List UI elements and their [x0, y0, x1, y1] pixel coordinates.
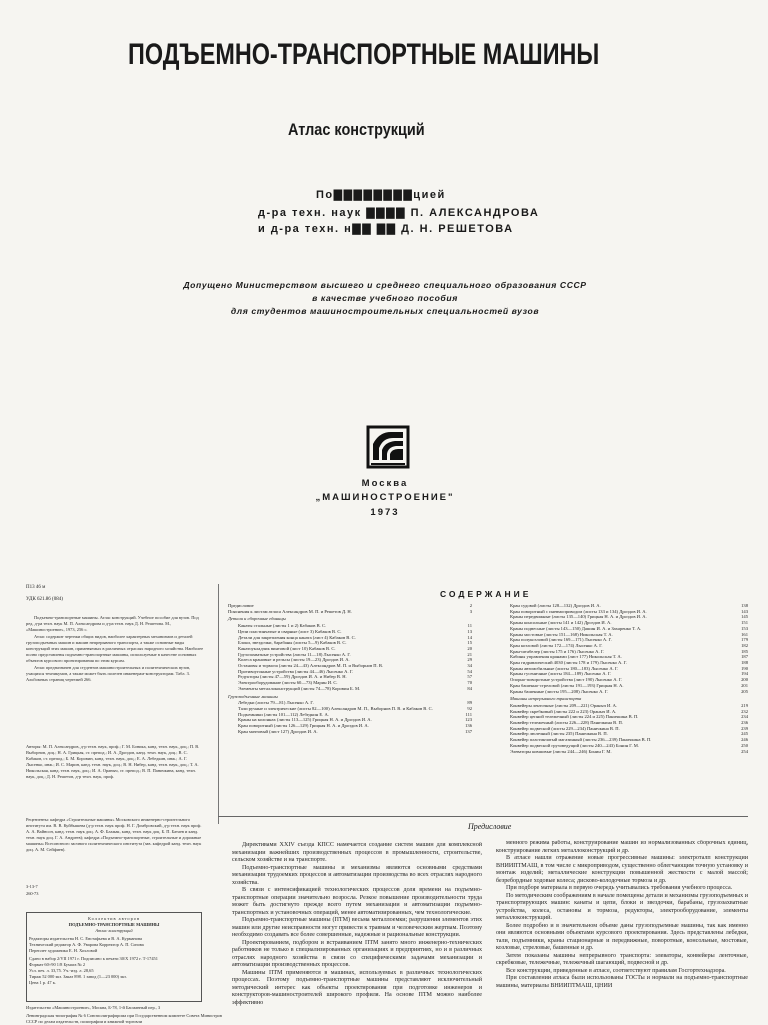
contents-entry-title: Кран козловой (листы 172—174) Лысенко А. Г. [510, 642, 603, 648]
contents-entry-title: Блоки, звездочки, барабаны (листы 5—9) Кабаков В. С. [238, 640, 347, 646]
contents-entry-page: 84 [467, 685, 472, 691]
contents-entry-title: Краны передвижные (листы 135—140) Грицкая Н. А. и Дроздов И. А. [510, 614, 647, 620]
contents-entry-page: 185 [741, 648, 748, 654]
preface-paragraph: В связи с интенсификацией технологических процессов доля времени на подъемно-транспортные операции значительно возросла. Резкое повышение производительности труда может быть достигнуто прежде всего путем механизации и автоматизации подъемно-транспортных и установочных операций, менее автоматизированных, чем технологические. [232, 887, 482, 916]
editorship-line-3: и д-ра техн. н▇▇ ▇▇ Д. Н. РЕШЕТОВА [258, 223, 514, 235]
preface-paragraph: В атласе нашли отражение новые прогрессивные машины: электроталп конструкции ВНИИПТМАШ, в том числе с микроприводом, существенно облегчающим точную установку и монтаж изделий; металлические конструкции повышенной жесткости с малой массой; безребордные ходовые колеса; дисково-колодочные тормоза и др. [496, 855, 748, 884]
contents-entry-page: 239 [741, 725, 748, 731]
contents-entry-page: 161 [741, 631, 748, 637]
contents-entry-page: 54 [467, 668, 472, 674]
contents-entry-page: 190 [741, 665, 748, 671]
contents-entry-title: Конвейер скребковый (листы 222 и 223) Ораныч И. А. [510, 708, 617, 714]
imprint-line: Цена 1 р. 47 к. [29, 980, 56, 985]
imprint-line: Переплет художника Е. Н. Хохловой [29, 948, 98, 953]
annotation-paragraph: Подъемно-транспортные машины. Атлас конструкций. Учебное пособие для вузов. Под ред. д-ра техн. наук М. П. Александрова и д-ра техн. наук Д. Н. Решетова. М., «Машиностроение», 1973, 256 с. [26, 615, 199, 632]
contents-entry-title: Конвейер цепной тележечный (листы 224 и 225) Паничкина В. П. [510, 714, 639, 720]
contents-section-title: Машины непрерывного транспорта [510, 696, 582, 702]
catalog-code-2: 260-73 [26, 891, 39, 896]
contents-entry-page: 194 [741, 671, 748, 677]
contents-section-title: Детали и сборочные единицы [228, 616, 286, 622]
approval-line-3: для студентов машиностроительных специальностей вузов [230, 306, 540, 316]
contents-entry-title: Подъемники (листы 101—112) Лебедкин Е. А. [238, 711, 329, 717]
contents-entry-title: Редукторы (листы 47—59) Дроздов И. А. и Нибер В. Н. [238, 674, 347, 680]
contents-entry-page: 245 [741, 731, 748, 737]
publisher-address: Издательство «Машиностроение», Москва, Б-78, 1-й Басманный пер., 3 [26, 1005, 161, 1010]
contents-entry-title: Пояснения к листам атласа Александров М. П. и Решетов Д. Н. [228, 608, 352, 614]
contents-entry-title: Краны башенные (листы 195—208) Лысенко А. Г. [510, 688, 608, 694]
contents-entry-page: 143 [741, 608, 748, 614]
contents-entry-page: 20 [467, 645, 472, 651]
contents-entry-page: 254 [741, 748, 748, 754]
contents-entry-title: Кран-штабелер (листы 175 и 176) Лысенко А. Г. [510, 648, 605, 654]
printing-house: Ленинградская типография № 6 Союзполиграфпрома при Государственном комитете Совета Министров СССР по делам издательств, полиграфии и книжной торговли [26, 1013, 222, 1024]
contents-entry-page: 3 [469, 608, 472, 614]
contents-entry-title: Электрооборудование (листы 60—73) Марин И. С. [238, 680, 338, 686]
contents-entry-title: Кран гидравлический 4030 (листы 178 и 179) Лысенко А. Г. [510, 660, 627, 666]
contents-entry-title: Канаты стальные (листы 1 и 2) Кабаков В. С. [238, 623, 327, 629]
imprint-line: Редакторы издательства Н. С. Евстафьева и В. А. Курманова [29, 936, 142, 941]
contents-entry-title: Краны гусеничные (листы 184—189) Лысенко А. Г. [510, 671, 612, 677]
authors-list: Авторы: М. П. Александров, д-р техн. наук, проф.; Г. М. Боника, канд. техн. наук, доц.; П. В. Выборнов, доц.; Н. А. Грицкая, ст. препод.; И. А. Дроздов, канд. техн. наук, доц.; В. С. Кабаков, ст. препод.; Б. М. Коровин, канд. техн. наук, доц.; Е. А. Лебедкин, инж.; А. Г. Лысенко, инж.; И. С. Марин, канд. техн. наук, доц.; В. Н. Нибер, канд. техн. наук, доц.; Т. А. Никольская, канд. техн. наук, доц.; И. А. Ораныч, ст. препод.; В. П. Паничкина, канд. техн. наук, доц.; Д. Н. Решетов, д-р техн. наук, проф. [26, 744, 200, 779]
contents-entry-title: Конвейер пластинчатый магазинный (листы 236—239) Паничкина В. П. [510, 737, 652, 743]
contents-entry [510, 749, 748, 755]
editorship-line-2: д-ра техн. наук ▇▇▇▇ П. АЛЕКСАНДРОВА [258, 207, 540, 219]
contents-entry-title: Конвейер люлечный (листы 235) Паничкина В. П. [510, 731, 608, 737]
contents-entry-title: Опорно-поворотные устройства (лист 190) Лысенко А. Г. [510, 677, 623, 683]
contents-entry-title: Краны консольные (листы 141 и 142) Дроздов И. А. [510, 620, 612, 626]
approval-line-1: Допущено Министерством высшего и среднего специального образования СССР [183, 280, 587, 290]
contents-entry-page: 182 [741, 642, 748, 648]
contents-heading: СОДЕРЖАНИЕ [440, 589, 532, 599]
preface-paragraph: Подъемно-транспортные машины и механизмы являются основными средствами механизации трудоемких процессов и автоматизации производства во всех отраслях народного хозяйства. [232, 864, 482, 886]
contents-entry-title: Элементы металлоконструкций (листы 74—78) Коровин Б. М. [238, 685, 361, 691]
imprint-line: Усл. печ. л. 33,75. Уч.-изд. л. 28,65 [29, 968, 94, 973]
contents-entry-title: Элеваторы ковшовые (листы 244—246) Бонин Г. М. [510, 748, 612, 754]
udk-index: УДК 621.86 (084) [26, 597, 63, 602]
contents-entry-page: 57 [467, 674, 472, 680]
contents-entry [228, 729, 472, 735]
contents-entry-page: 14 [467, 634, 472, 640]
contents-entry-page: 188 [741, 660, 748, 666]
imprint-box-title: Коллектив авторов [87, 916, 141, 921]
book-title: ПОДЪЕМНО-ТРАНСПОРТНЫЕ МАШИНЫ [128, 38, 600, 71]
preface-paragraph: Все конструкции, приведенные в атласе, соответствуют правилам Госгортехнадзора. [506, 967, 726, 974]
contents-entry-page: 219 [741, 702, 748, 708]
contents-entry-title: Предисловие [228, 603, 254, 608]
contents-entry-page: 236 [741, 720, 748, 726]
contents-entry-page: 29 [467, 657, 472, 663]
book-subtitle: Атлас конструкций [288, 120, 425, 139]
contents-entry-page: 151 [741, 620, 748, 626]
contents-entry-title: Кран поворотный (листы 126—129) Грицкая Н. А. и Дроздов И. А. [238, 723, 369, 729]
contents-entry-page: 153 [741, 625, 748, 631]
contents-entry-title: Цепи пластинчатые и сварные (лист 3) Кабаков В. С. [238, 628, 342, 634]
imprint-line: Сдано в набор 2/VII 1971 г. Подписано к печати 30/X 1972 г. Т-17451 [29, 956, 158, 961]
contents-entry-title: Кран судовой (листы 128—132) Дроздов И. А. [510, 603, 601, 608]
contents-entry-title: Конвейер тележечный (листы 226—228) Паничкина В. П. [510, 720, 623, 726]
publisher-name: „МАШИНОСТРОЕНИЕ" [315, 492, 455, 503]
contents-entry-title: Краны автомобильные (листы 180—183) Лысенко А. Г. [510, 665, 619, 671]
imprint-line: Формат 60×90 1/8 Бумага № 2 [29, 962, 86, 967]
imprint-box-book-title: ПОДЪЕМНО-ТРАНСПОРТНЫЕ МАШИНЫ [68, 922, 160, 927]
contents-entry-title: Конвейер подвесной (листы 229—234) Паничкина В. П. [510, 725, 620, 731]
preface-paragraph: менного режима работы, конструирование машин из нормализованных сборочных единиц, конструирование легких металлоконструкций и др. [496, 840, 748, 854]
approval-line-2: в качестве учебного пособия [312, 293, 458, 303]
preface-column-2 [496, 840, 748, 1022]
contents-entry-title: Детали для закрепления конца каната (лист 4) Кабаков В. С. [238, 634, 356, 640]
contents-entry-title: Кран мачтовый (лист 127) Дроздов И. А. [238, 728, 318, 734]
bbk-index: П13 46 м [26, 585, 46, 590]
contents-entry [228, 609, 472, 615]
contents-entry-page: 13 [467, 628, 472, 634]
publication-year: 1973 [370, 507, 400, 518]
contents-entry-page: 234 [741, 714, 748, 720]
contents-entry-title: Краны мостовые (листы 151—168) Никольская Т. А. [510, 631, 613, 637]
contents-entry-page: 232 [741, 708, 748, 714]
preface-paragraph: Проектированием, подбором и встраиванием ПТМ занято много инженерно-технических работников не только в специализированных организациях и предприятиях, но и в различных отраслях народного хозяйства в связи со специфическими задачами механизации и автоматизации производственных процессов. [232, 939, 482, 968]
imprint-box-book-subtitle: Атлас конструкций [95, 928, 133, 933]
contents-entry-page: 111 [465, 711, 472, 717]
contents-entry-page: 15 [467, 640, 472, 646]
contents-entry-page: 136 [465, 723, 472, 729]
contents-entry-page: 123 [465, 717, 472, 723]
publisher-emblem-icon [365, 424, 411, 470]
imprint-line: Тираж 52 000 экз. Заказ 898. 1 завод (1—23 000) экз. [29, 974, 127, 979]
reviewers-list: Рецензенты: кафедра «Строительные машины» Московского инженерно-строительного института им. В. В. Куйбышева (д-р техн. наук проф. Н. Г. Домбровский, д-р техн. наук проф. А. А. Вайнсон, канд. техн. наук доц. А. Ф. Блажак, канд. техн. наук доц. Б. П. Батаев и канд. техн. наук доц. Г. А. Андреев); кафедра «Подъемно-транспортные, строительные и дорожные машины» Всесоюзного заочного политехнического института (зав. кафедрой канд. техн. наук доц. А. М. Сейфиев). [26, 817, 202, 852]
preface-column-1 [232, 842, 482, 1022]
imprint-box [26, 912, 202, 1002]
contents-entry-title: Кран поворотный с пневмоприводом (листы 133 и 134) Дроздов И. А. [510, 608, 647, 614]
contents-entry-title: Конвейеры ленточные (листы 209—221) Ораныч И. А. [510, 702, 618, 708]
contents-entry-page: 34 [467, 663, 472, 669]
contents-entry-title: Тали ручные и электрические (листы 82—100) Александров М. П., Выборнов П. В. и Кабаков В. С. [238, 705, 433, 711]
contents-entry-page: 145 [741, 614, 748, 620]
annotation-block [26, 615, 204, 684]
catalog-code-1: 3-13-7 [26, 884, 38, 889]
contents-entry-title: Канатоукладчик винтовой (лист 10) Кабаков В. С. [238, 645, 336, 651]
contents-entry-page: 250 [741, 742, 748, 748]
contents-entry-title: Конвейер подвесной грузоведущий (листы 240—243) Бонин Г. М. [510, 742, 639, 748]
imprint-line: Технический редактор А. Ф. Уварова Корректор А. П. Сизова [29, 942, 144, 947]
contents-column-2 [510, 603, 748, 754]
publisher-city: Москва [361, 478, 409, 489]
contents-entry-title: Остановы и тормоза (листы 24—43) Александров М. П. и Выборнов П. В. [238, 663, 384, 669]
editorship-line-1: По▇▇▇▇▇▇▇▇цией [316, 189, 446, 201]
preface-paragraph: При составлении атласа были использованы ГОСТы и нормали на подъемно-транспортные машины, материалы ВНИИПТМАШ, ЦНИИ [496, 975, 748, 989]
contents-entry-title: Краны подвесные (листы 143—150) Дашин И. А. и Захаренко Т. А. [510, 625, 642, 631]
contents-entry-title: Кабины управления кранами (лист 177) Никольская Т. А. [510, 654, 622, 660]
contents-entry-page: 179 [741, 637, 748, 643]
annotation-paragraph: Атлас содержит чертежи общих видов, наиболее характерных механизмов и деталей грузоподъемных машин и машин непрерывного транспорта, а также основные виды конструкций этих машин, применяемых в различных отраслях народного хозяйства. Наиболее полно представлены подъемно-транспортные машины, используемые в качестве основных объектов курсового проектирования по этим курсам. [26, 634, 204, 663]
preface-paragraph: Подъемно-транспортные машины (ПТМ) весьма металлоемки; разрушения элементов этих машин или другие неисправности могут привести к травмам и человеческим жертвам. Поэтому необходимо создавать все более совершенные, надежные и рациональные конструкции. [232, 917, 482, 938]
contents-entry-title: Кран полукозловой (листы 169—171) Лысенко А. Г. [510, 637, 612, 643]
preface-heading: Предисловие [468, 822, 512, 831]
contents-entry-page: 92 [467, 705, 472, 711]
contents-entry-page: 246 [741, 737, 748, 743]
contents-entry-page: 137 [465, 728, 472, 734]
contents-entry-page: 187 [741, 654, 748, 660]
contents-entry-page: 2 [469, 603, 472, 608]
contents-entry-page: 138 [741, 603, 748, 608]
contents-entry-title: Лебедки (листы 79—81) Лысенко А. Г. [238, 700, 314, 706]
contents-entry-page: 89 [467, 700, 472, 706]
preface-paragraph: Директивами XXIV съезда КПСС намечается создание систем машин для комплексной механизации важнейших производственных процессов в промышленности, строительстве, сельском хозяйстве и на транспорте. [232, 842, 482, 863]
contents-entry-title: Кран башенно-стреловой (листы 191—193) Грицкая Н. А. [510, 682, 624, 688]
contents-entry-title: Грузозахватные устройства (листы 11—18) Лысенко А. Г. [238, 651, 351, 657]
contents-entry-title: Противоугонные устройства (листы 44—46) Лысенко А. Г. [238, 668, 354, 674]
preface-paragraph: Более подробно и в значительном объеме даны грузоподъемные машины, так как именно они являются основными объектами курсового проектирования. Здесь представлены лебедки, тали, подъемники, краны стационарные и передвижные, поворотные, консольные, мостовые, козловые, стреловые, башенные и др. [496, 922, 748, 951]
preface-paragraph: Затем показаны машины непрерывного транспорта: элеваторы, конвейеры ленточные, скребковые, тележечные, тележечный шагающий, подвесной и др. [496, 952, 748, 966]
contents-entry [228, 686, 472, 692]
contents-entry-page: 70 [467, 680, 472, 686]
annotation-paragraph: Атлас предназначен для студентов машиностроительных и политехнических вузов, учащихся техникумов, а также может быть полезен инженерам-конструкторам. Табл. 3. Альбомных страниц чертежей 266. [26, 665, 191, 682]
contents-entry [510, 689, 748, 695]
contents-entry-title: Краны на колоннах (листы 113—125) Грицкая Н. А. и Дроздов И. А. [238, 717, 372, 723]
contents-entry-page: 200 [741, 677, 748, 683]
preface-paragraph: По методическим соображениям в начале помещены детали и механизмы грузоподъемных и транспортирующих машин: канаты и цепи, блоки и звездочки, барабаны, грузозахватные устройства, колеса, остановы и тормоза, редукторы, электрооборудование, элементы металлоконструкций. [496, 892, 748, 921]
contents-entry-title: Колеса крановые и рельсы (листы 19—23) Дроздов И. А. [238, 657, 350, 663]
preface-paragraph: При подборе материала в первую очередь учитывались требования учебного процесса. [506, 885, 733, 891]
contents-entry-page: 201 [741, 682, 748, 688]
preface-paragraph: Машины ПТМ применяются в машинах, используемых в различных технологических процессах. Поэтому подъемно-транспортные машины представляют исключительный методический интерес как объекты проектирования при подготовке инженеров и конструкторов-машиностроителей широкого профиля. На основе ПТМ можно наиболее эффективно [232, 969, 482, 1006]
contents-entry-page: 21 [467, 651, 472, 657]
contents-column-1 [228, 603, 472, 734]
contents-entry-page: 11 [467, 623, 472, 629]
contents-entry-page: 205 [741, 688, 748, 694]
contents-section-title: Грузоподъемные машины [228, 693, 278, 699]
